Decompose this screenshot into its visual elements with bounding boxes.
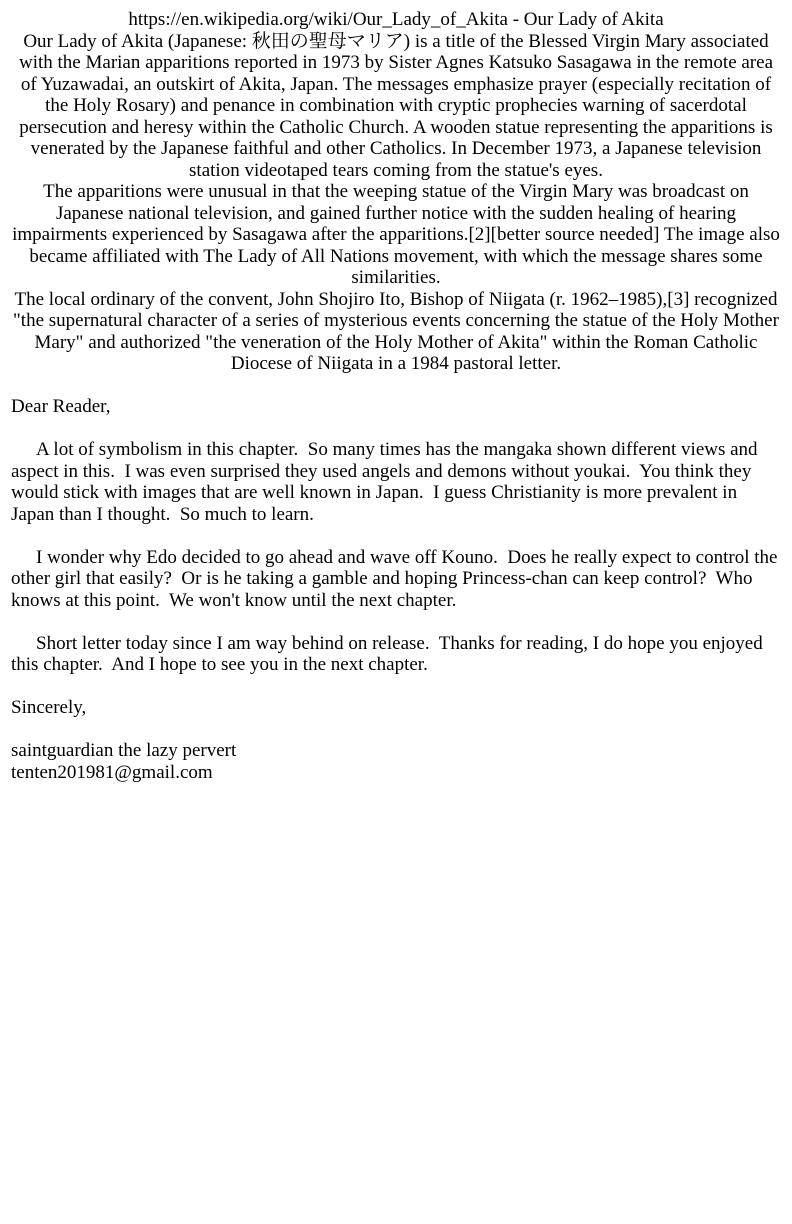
signature-email: tenten201981@gmail.com [11, 761, 213, 783]
wikipedia-excerpt-section [11, 9, 781, 375]
wiki-paragraph-2: The apparitions were unusual in that the weeping statue of the Virgin Mary was broadcast on Japanese national television, and gained further notice with the sudden healing of hearing impairments experienced by Sasagawa after the apparitions.[2][better source needed] The image also became affiliated with The Lady of All Nations movement, with which the message shares some similarities. [12, 181, 780, 288]
signature-name: saintguardian the lazy pervert [11, 740, 237, 761]
letter-salutation: Dear Reader, [11, 396, 111, 417]
translator-letter-section [11, 396, 781, 783]
wiki-paragraph-3: The local ordinary of the convent, John Shojiro Ito, Bishop of Niigata (r. 1962–1985),[3] recognized "the supernatural character of a series of mysterious events concerning the statue of the Holy Mother Mary" and authorized "the veneration of the Holy Mother of Akita" within the Roman Catholic Diocese of Niigata in a 1984 pastoral letter. [13, 288, 779, 374]
page-header-url: https://en.wikipedia.org/wiki/Our_Lady_of_Akita - Our Lady of Akita [128, 9, 664, 30]
letter-paragraph-1: A lot of symbolism in this chapter. So many times has the mangaka shown different views and aspect in this. I was even surprised they used angels and demons without youkai. You think they would stick with images that are well known in Japan. I guess Christianity is more prevalent in Japan than I thought. So much to learn. [11, 439, 763, 525]
letter-paragraph-2: I wonder why Edo decided to go ahead and wave off Kouno. Does he really expect to control the other girl that easily? Or is he taking a gamble and hoping Princess-chan can keep control? Who knows at this point. We won't know until the next chapter. [11, 546, 783, 611]
signature-block [11, 740, 781, 783]
wiki-paragraph-1: Our Lady of Akita (Japanese: 秋田の聖母マリア) is a title of the Blessed Virgin Mary associated with the Marian apparitions reported in 1973 by Sister Agnes Katsuko Sasagawa in the remote area of Yuzawadai, an outskirt of Akita, Japan. The messages emphasize prayer (especially recitation of the Holy Rosary) and penance in combination with cryptic prophecies warning of sacerdotal persecution and heresy within the Catholic Church. A wooden statue representing the apparitions is venerated by the Japanese faithful and other Catholics. In December 1973, a Japanese television station videotaped tears coming from the statue's eyes. [19, 30, 773, 181]
letter-closing: Sincerely, [11, 697, 87, 718]
letter-paragraph-3: Short letter today since I am way behind on release. Thanks for reading, I do hope you enjoyed this chapter. And I hope to see you in the next chapter. [11, 632, 768, 675]
